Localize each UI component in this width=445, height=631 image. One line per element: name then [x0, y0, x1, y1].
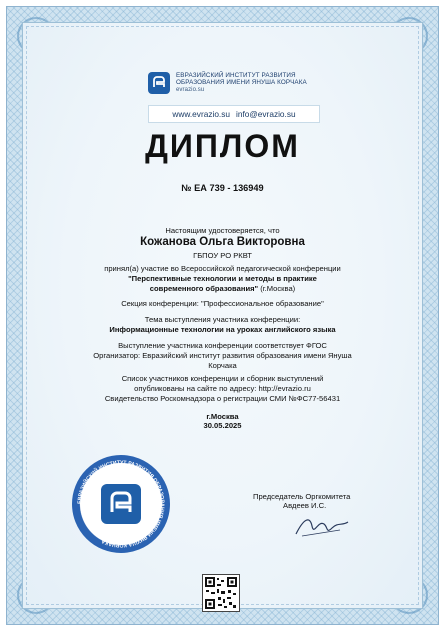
seal-logo-icon: [101, 484, 141, 524]
institution-text: ГБПОУ РО РКВТ: [193, 251, 252, 260]
institute-header: [148, 70, 307, 96]
chair-role: Председатель Оргкомитета: [253, 492, 351, 501]
institute-name-line2: ОБРАЗОВАНИЯ ИМЕНИ ЯНУША КОРЧАКА: [176, 79, 307, 87]
diploma-title: ДИПЛОМ: [145, 128, 300, 164]
recipient-name: Кожанова Ольга Викторовна: [140, 236, 305, 248]
contacts-bar: [148, 105, 320, 123]
institute-seal: [72, 455, 170, 553]
topic-label: Тема выступления участника конференции:: [144, 315, 301, 324]
website-link[interactable]: www.evrazio.su: [172, 109, 230, 119]
chair-block: [253, 492, 373, 510]
conference-city: (г.Москва): [260, 284, 296, 293]
registration-text: Свидетельство Роскомнадзора о регистрации СМИ №ФС77-56431: [104, 394, 341, 403]
section-text: Секция конференции: "Профессиональное образование": [121, 299, 324, 308]
seal-ring-text: ЕВРАЗИЙСКИЙ ИНСТИТУТ РАЗВИТИЯ ОБРАЗОВАНИЯ ИМЕНИ ЯНУША КОРЧАКА: [76, 459, 166, 549]
qr-code-icon[interactable]: [202, 574, 240, 612]
organizer-line1: Организатор: Евразийский институт развития образования имени Януша: [93, 351, 352, 360]
list-line1: Список участников конференции и сборник выступлений: [121, 374, 324, 383]
chair-name: Авдеев И.С.: [283, 501, 327, 510]
conference-line2: [60, 284, 385, 293]
fgos-text: Выступление участника конференции соответствует ФГОС: [118, 341, 327, 350]
organizer-line2: Корчака: [208, 361, 237, 370]
email-link[interactable]: info@evrazio.su: [236, 109, 296, 119]
institute-name-line1: ЕВРАЗИЙСКИЙ ИНСТИТУТ РАЗВИТИЯ: [176, 71, 296, 79]
diploma-number: № ЕА 739 - 136949: [181, 183, 264, 193]
institute-logo-icon: [148, 72, 170, 94]
certify-text: Настоящим удостоверяется, что: [165, 226, 280, 235]
conference-line1: "Перспективные технологии и методы в практике: [128, 274, 317, 283]
participation-text: принял(а) участие во Всероссийской педагогической конференции: [104, 264, 341, 273]
issue-city: г.Москва: [206, 412, 239, 421]
conference-title-end: современного образования": [149, 284, 259, 293]
issue-date: 30.05.2025: [203, 421, 242, 430]
signature-mark: [292, 512, 352, 542]
institute-name: [176, 72, 307, 94]
list-line2: опубликованы на сайте по адресу: http://evrazio.ru: [134, 384, 311, 393]
institute-site: evrazio.su: [176, 86, 205, 93]
topic-text: Информационные технологии на уроках английского языка: [109, 325, 336, 334]
